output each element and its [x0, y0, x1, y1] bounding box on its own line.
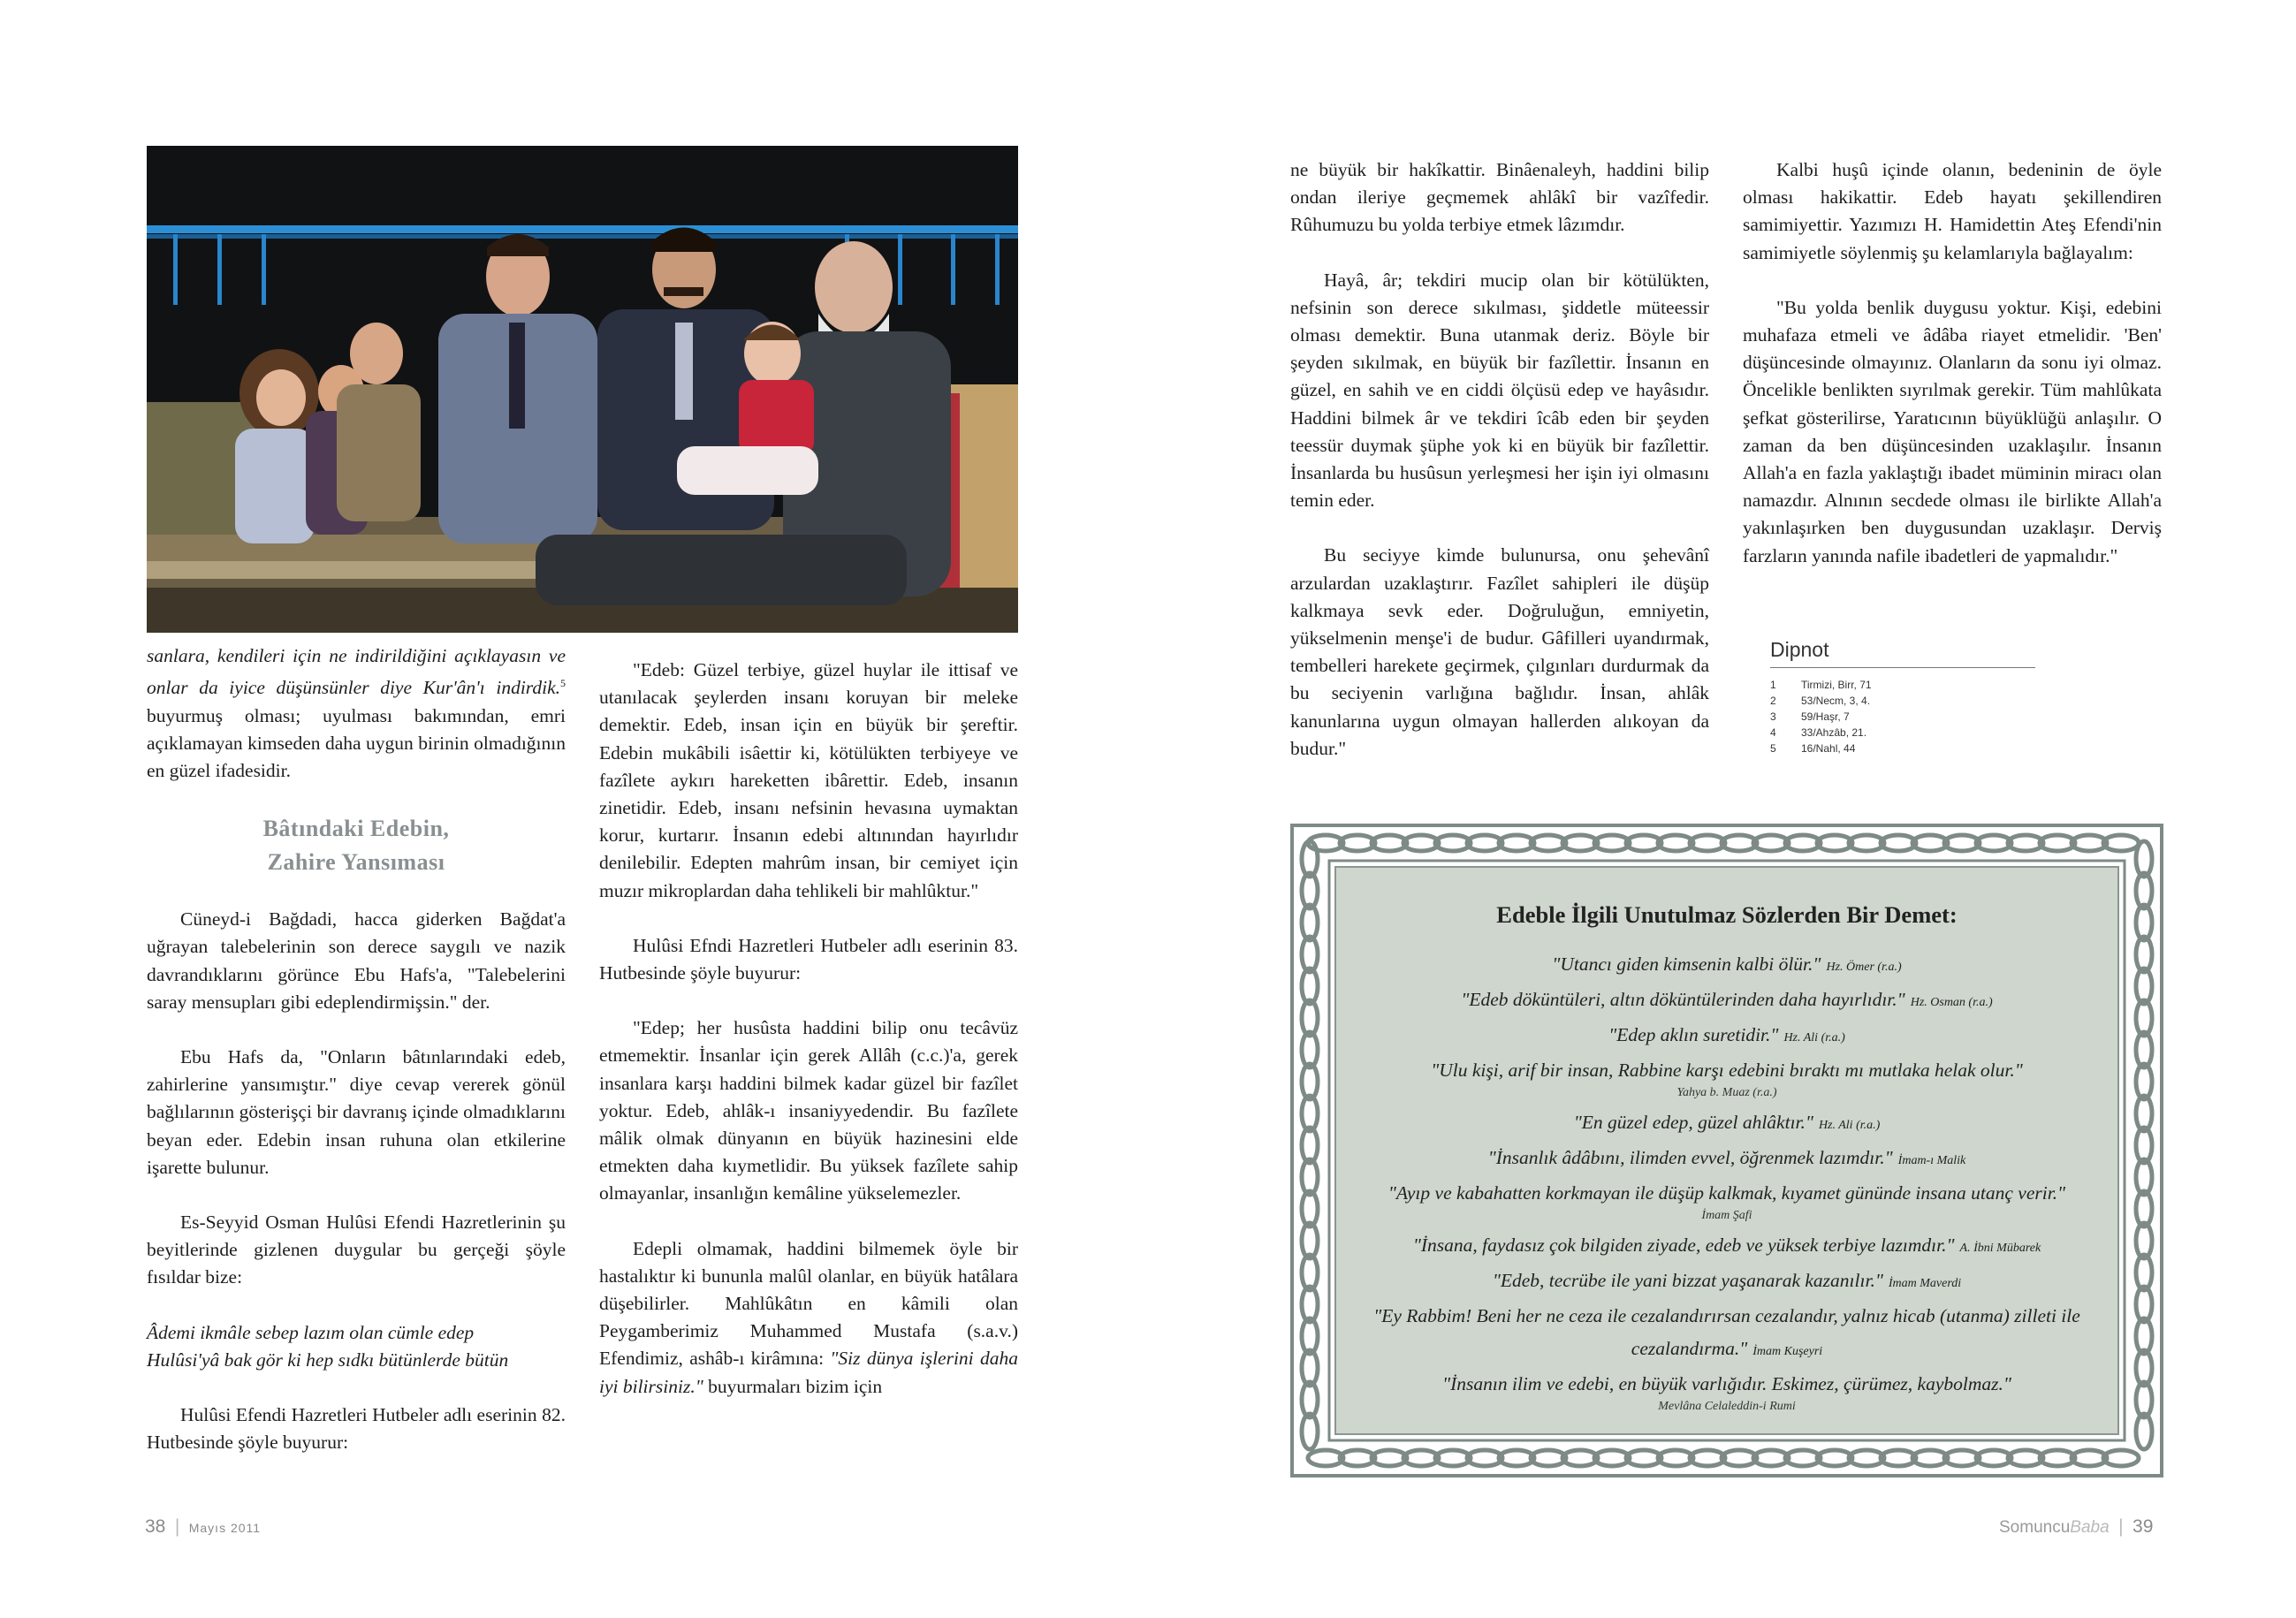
- brand-name-b: Baba: [2070, 1518, 2110, 1537]
- quote-box-title: Edeble İlgili Unutulmaz Sözlerden Bir Demet:: [1496, 901, 1958, 928]
- quote-box-panel: [1334, 866, 2119, 1435]
- subheading: [147, 812, 566, 879]
- quote-text: "İnsana, faydasız çok bilgiden ziyade, edeb ve yüksek terbiye lazımdır.": [1412, 1234, 1955, 1256]
- quote-text: "İnsanın ilim ve edebi, en büyük varlığıdır. Eskimez, çürümez, kaybolmaz.": [1442, 1373, 2011, 1394]
- footnote-item: [1770, 677, 2035, 693]
- footnote-item: [1770, 725, 2035, 741]
- footnotes-rule: [1770, 667, 2035, 668]
- footnote-text: Tirmizi, Birr, 71: [1801, 679, 1872, 691]
- quote-text: "Ey Rabbim! Beni her ne ceza ile cezalandırırsan cezalandır, yalnız hicab (utanma) zilleti ile cezalandırma.": [1373, 1305, 2080, 1359]
- quote-text: "Ulu kişi, arif bir insan, Rabbine karşı edebini bıraktı mı mutlaka helak olur.": [1431, 1060, 2023, 1081]
- quote-text: "Edeb, tecrübe ile yani bizzat yaşanarak kazanılır.": [1492, 1270, 1883, 1291]
- brand-name-a: Somuncu: [1999, 1518, 2071, 1537]
- quote-author: İmam Maverdi: [1888, 1277, 1962, 1290]
- footnote-item: [1770, 693, 2035, 709]
- footnote-item: [1770, 741, 2035, 756]
- paragraph-hutbe-82: Hulûsi Efendi Hazretleri Hutbeler adlı eserinin 82. Hutbesinde şöyle buyurur:: [147, 1404, 566, 1454]
- quote-text: "En güzel edep, güzel ahlâktır.": [1573, 1112, 1813, 1133]
- footnote-text: 59/Haşr, 7: [1801, 710, 1850, 723]
- quote-item: [1336, 1177, 2117, 1210]
- family-photo-illustration: [147, 146, 1018, 633]
- quote-author: Yahya b. Muaz (r.a.): [1676, 1086, 1777, 1099]
- quote-text: "Utancı giden kimsenin kalbi ölür.": [1552, 953, 1821, 975]
- quote-item: [1336, 1054, 2117, 1087]
- quran-quote: sanlara, kendileri için ne indirildiğini açıklayasın ve onlar da iyice düşünsünler diye Kur'ân'ı indirdik.: [147, 645, 566, 699]
- quote-item: [1336, 1265, 2117, 1300]
- footnote-text: 53/Necm, 3, 4.: [1801, 695, 1871, 707]
- footnote-number: 1: [1770, 679, 1776, 691]
- footnotes-list: [1770, 677, 2035, 756]
- paragraph-haya: Hayâ, âr; tekdiri mucip olan bir kötülükten, nefsinin son derece sıkılması, şiddetle müteessir olması demektir. Buna utanmak deriz. Böyle bir şeyden sıkılmak, en büyük bir fazîlettir. İnsanın en güzel, en sahih ve en ciddi ölçüsü edep ve hayâsıdır. Haddini bilmek âr ve tekdiri îcâb eden bir şeyden teessür duymak şüphe yok ki en büyük bir fazîlettir. İnsanlarda bu husûsun yerleşmesi her işin iyi olmasını temin eder.: [1290, 269, 1709, 512]
- paragraph-intro: [147, 642, 566, 785]
- quote-author: Mevlâna Celaleddin-i Rumi: [1658, 1400, 1796, 1413]
- paragraph-husu: Kalbi huşû içinde olanın, bedeninin de öyle olması hakikattir. Edeb hayatı şekillendiren samimiyettir. Yazımızı H. Hamidettin Ateş Efendi'nin samimiyetle söylenmiş şu kelamlarıyla bağlayalım:: [1743, 159, 2162, 263]
- quote-text: "Edeb döküntüleri, altın döküntülerinden daha hayırlıdır.": [1461, 989, 1905, 1010]
- quote-author: Hz. Ali (r.a.): [1818, 1119, 1881, 1132]
- paragraph-intro-rest: buyurmuş olması; uyulması bakımından, emri açıklamayan kimseden daha uygun birinin olmadığının en güzel ifadesidir.: [147, 704, 566, 781]
- left-column-2: [599, 657, 1018, 1428]
- quote-item: [1336, 1019, 2117, 1054]
- subheading-line-2: Zahire Yansıması: [267, 849, 445, 876]
- verse-line-2: Hulûsi'yâ bak gör ki hep sıdkı bütünlerde bütün: [147, 1348, 509, 1371]
- footnote-text: 33/Ahzâb, 21.: [1801, 726, 1867, 739]
- quote-item: [1336, 948, 2117, 984]
- quote-author: İmam Kuşeyri: [1752, 1345, 1823, 1358]
- paragraph-ebu-hafs: Ebu Hafs da, "Onların bâtınlarındaki edeb, zahirlerine yansımıştır." diye cevap vererek gönül bağlılarının gösterişçi bir davranış içinde olmadıklarını beyan eder. Edebin insan ruhuna olan etkilerine işarette bulunur.: [147, 1045, 566, 1178]
- quote-text: "Ayıp ve kabahatten korkmayan ile düşüp kalkmak, kıyamet gününde insana utanç verir.": [1387, 1182, 2066, 1204]
- quote-author: İmam Şafi: [1701, 1209, 1752, 1222]
- quote-item: [1336, 1106, 2117, 1142]
- paragraph-edepli-a: Edepli olmamak, haddini bilmemek öyle bir hastalıktır ki bununla malûl olanlar, en büyük hatâlara düşebilirler. Mahlûkâtın en kâmili olan Peygamberimiz Muhammed Mustafa (s.a.v.) Efendimiz, ashâb-ı kirâmına:: [599, 1237, 1018, 1370]
- folio-divider: |: [174, 1516, 180, 1537]
- left-column-1: [147, 642, 566, 1484]
- paragraph-seciyye: Bu seciyye kimde bulunursa, onu şehevânî arzulardan uzaklaştırır. Fazîlet sahipleri ile düşüp kalkmaya sevk eder. Doğruluğun, emniyetin, yükselmenin menşe'i de budur. Gâfilleri uyandırmak, tembelleri harekete geçirmek, çılgınları durdurmak da bu seciyenin varlığına bağlıdır. İnsan, ahlâk kanunlarına uygun olmayan hallerden alıkoyan da budur.": [1290, 544, 1709, 759]
- footnote-ref: 5: [560, 677, 566, 690]
- footnote-number: 5: [1770, 742, 1776, 755]
- right-column-1: [1290, 156, 1709, 790]
- issue-date: Mayıs 2011: [188, 1521, 262, 1535]
- paragraph-cuneyd: Cüneyd-i Bağdadi, hacca giderken Bağdat'a uğrayan talebelerinin son derece saygılı ve nazik davrandıklarını görünce Ebu Hafs'a, "Talebelerini saray mensupları gibi edeplendirmişsin." der.: [147, 908, 566, 1013]
- paragraph-edep-haddini: "Edep; her husûsta haddini bilip onu tecâvüz etmemektir. İnsanlar için gerek Allâh (c.c.)'a, gerek insanlara karşı haddini bilmek kadar güzel bir fazîlet yoktur. Edeb, ahlâk-ı insaniyyedendir. Bu fazîlete mâlik olmak dünyanın en büyük hazinesini elde etmekten daha kıymetlidir. Bu yüksek fazîlete sahip olmayanlar, insanlığın kemâline yükselemezler.: [599, 1017, 1018, 1204]
- quote-list: [1336, 948, 2117, 1417]
- paragraph-hakikat: ne büyük bir hakîkattir. Binâenaleyh, haddini bilip ondan ileriye geçmemek ahlâkî bir vazîfedir. Rûhumuzu bu yolda terbiye etmek lâzımdır.: [1290, 159, 1709, 236]
- paragraph-hulusi: Es-Seyyid Osman Hulûsi Efendi Hazretlerinin şu beyitlerinde gizlenen duygular bu gerçeği şöyle fısıldar bize:: [147, 1212, 566, 1288]
- paragraph-edeb-definition: "Edeb: Güzel terbiye, güzel huylar ile ittisaf ve utanılacak şeylerden insanı koruyan bir meleke demektir. Edeb, insan için en büyük bir şereftir. Edebin mukâbili isâettir ki, kötülükten terbiyeye ve fazîlete aykırı hareketten ibârettir. Edeb, insanın zinetidir. Edeb, insanı nefsinin hevasına uymaktan korur, kurtarır. İnsanın edebi altınından hayırlıdır denilebilir. Edepten mahrûm insan, bir cemiyet için muzır mikroplardan daha tehlikeli bir mahlûktur.": [599, 659, 1018, 901]
- hadith-quote: "Siz dünya işlerini daha iyi bilirsiniz.": [599, 1348, 1018, 1397]
- quote-item: [1336, 1300, 2117, 1368]
- folio-divider-right: |: [2118, 1516, 2124, 1537]
- verse-line-1: Âdemi ikmâle sebep lazım olan cümle edep: [147, 1321, 475, 1343]
- footnote-item: [1770, 709, 2035, 725]
- quote-author: Hz. Osman (r.a.): [1910, 996, 1993, 1009]
- quote-author: Hz. Ali (r.a.): [1783, 1031, 1845, 1044]
- paragraph-edepli: [599, 1235, 1018, 1401]
- quote-item: [1336, 984, 2117, 1019]
- footnote-number: 4: [1770, 726, 1776, 739]
- page-number-right: 39: [2133, 1516, 2154, 1537]
- quote-text: "İnsanlık âdâbını, ilimden evvel, öğrenmek lazımdır.": [1487, 1147, 1893, 1168]
- quote-author: İmam-ı Malik: [1897, 1154, 1966, 1167]
- family-photo: [147, 146, 1018, 633]
- quote-item: [1336, 1368, 2117, 1401]
- right-column-2: [1743, 156, 2162, 597]
- paragraph-benlik: "Bu yolda benlik duygusu yoktur. Kişi, edebini muhafaza etmeli ve âdâba riayet etmelidir. 'Ben' düşüncesinde olmayınız. Olanların da sonu iyi olmaz. Öncelikle benlikten sıyrılmak gerekir. Tüm mahlûkata şefkat gösterilirse, Yaratıcının büyüklüğü anlaşılır. O zaman da ben düşüncesinden uzaklaşılır. İnsanın Allah'a en fazla yaklaştığı ibadet müminin miracı olan namazdır. Alnının secdede olması ile birlikte Allah'a yakınlaşırken ben duygusundan uzaklaşır. Derviş farzların yanında nafile ibadetleri de yapmalıdır.": [1743, 296, 2162, 566]
- verse: [147, 1319, 566, 1374]
- paragraph-edepli-b: buyurmaları bizim için: [703, 1375, 883, 1397]
- left-folio: [145, 1516, 261, 1538]
- subheading-line-1: Bâtındaki Edebin,: [262, 816, 450, 842]
- footnotes-title: Dipnot: [1770, 638, 1829, 661]
- footnotes: [1770, 638, 2035, 756]
- quote-box: [1290, 824, 2163, 1477]
- right-folio: [1999, 1516, 2153, 1538]
- paragraph-hutbe-83: Hulûsi Efndi Hazretleri Hutbeler adlı eserinin 83. Hutbesinde şöyle buyurur:: [599, 934, 1018, 984]
- footnote-text: 16/Nahl, 44: [1801, 742, 1856, 755]
- quote-item: [1336, 1229, 2117, 1265]
- quote-text: "Edep aklın suretidir.": [1608, 1024, 1779, 1045]
- footnote-number: 2: [1770, 695, 1776, 707]
- quote-item: [1336, 1142, 2117, 1177]
- quote-author: Hz. Ömer (r.a.): [1826, 961, 1902, 974]
- quote-author: A. İbni Mübarek: [1959, 1242, 2041, 1255]
- footnote-number: 3: [1770, 710, 1776, 723]
- page-number-left: 38: [145, 1516, 166, 1537]
